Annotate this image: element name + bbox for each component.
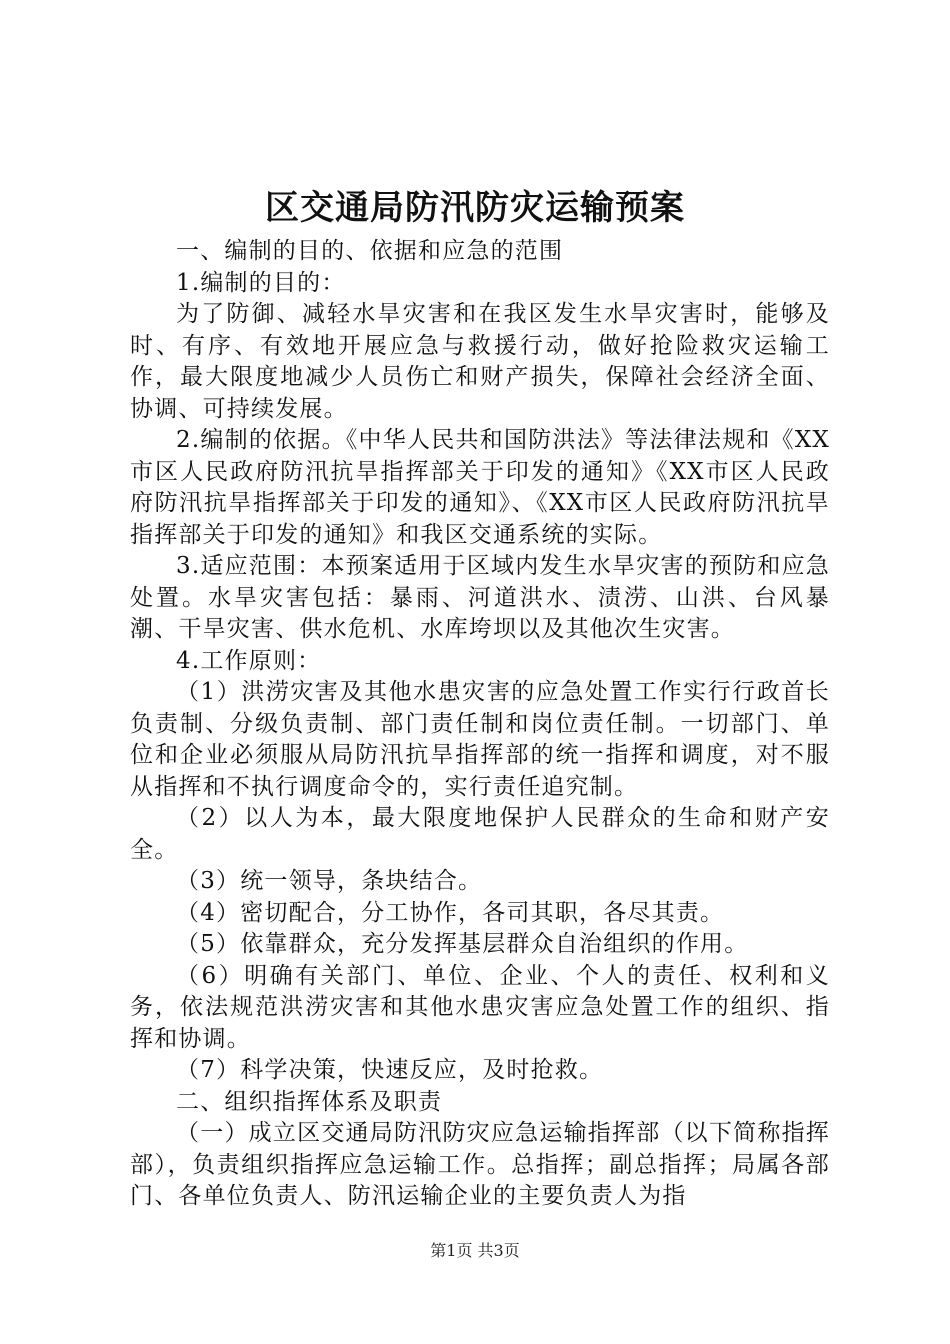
document-title: 区交通局防汛防灾运输预案 bbox=[265, 188, 685, 228]
paragraph-purpose: 为了防御、减轻水旱灾害和在我区发生水旱灾害时，能够及时、有序、有效地开展应急与救援行动，做好抢险救灾运输工作，最大限度地减少人员伤亡和财产损失，保障社会经济全面、协调、可持续发展。 bbox=[130, 301, 830, 422]
document-body bbox=[130, 236, 830, 1213]
principle-item-6: （6）明确有关部门、单位、企业、个人的责任、权利和义务，依法规范洪涝灾害和其他水患灾害应急处置工作的组织、指挥和协调。 bbox=[130, 962, 830, 1052]
subsection-purpose: 1.编制的目的： bbox=[176, 269, 346, 296]
principle-item-5: （5）依靠群众，充分发挥基层群众自治组织的作用。 bbox=[176, 931, 749, 957]
principle-item-4: （4）密切配合，分工协作，各司其职，各尽其责。 bbox=[176, 899, 725, 926]
principle-item-7: （7）科学决策，快速反应，及时抢救。 bbox=[176, 1057, 604, 1083]
subsection-principles: 4.工作原则： bbox=[176, 647, 322, 674]
paragraph-scope: 3.适应范围：本预案适用于区域内发生水旱灾害的预防和应急处置。水旱灾害包括：暴雨、河道洪水、渍涝、山洪、台风暴潮、干旱灾害、供水危机、水库垮坝以及其他次生灾害。 bbox=[130, 553, 830, 642]
paragraph-basis: 2.编制的依据。《中华人民共和国防洪法》等法律法规和《XX市区人民政府防汛抗旱指挥部关于印发的通知》《XX市区人民政府防汛抗旱指挥部关于印发的通知》、《XX市区人民政府防汛抗旱指挥部关于印发的通知》和我区交通系统的实际。 bbox=[130, 427, 830, 548]
section-heading-1: 一、编制的目的、依据和应急的范围 bbox=[176, 238, 564, 264]
principle-item-2: （2）以人为本，最大限度地保护人民群众的生命和财产安全。 bbox=[130, 805, 830, 863]
principle-item-3: （3）统一领导，条块结合。 bbox=[176, 868, 483, 894]
section-heading-2: 二、组织指挥体系及职责 bbox=[176, 1088, 443, 1115]
paragraph-command-structure: （一）成立区交通局防汛防灾应急运输指挥部（以下简称指挥部），负责组织指挥应急运输工作。总指挥；副总指挥；局属各部门、各单位负责人、防汛运输企业的主要负责人为指 bbox=[130, 1120, 830, 1209]
principle-item-1: （1）洪涝灾害及其他水患灾害的应急处置工作实行行政首长负责制、分级负责制、部门责任制和岗位责任制。一切部门、单位和企业必须服从局防汛抗旱指挥部的统一指挥和调度，对不服从指挥和不执行调度命令的，实行责任追究制。 bbox=[130, 679, 830, 800]
page-footer: 第1页 共3页 bbox=[430, 1241, 520, 1260]
